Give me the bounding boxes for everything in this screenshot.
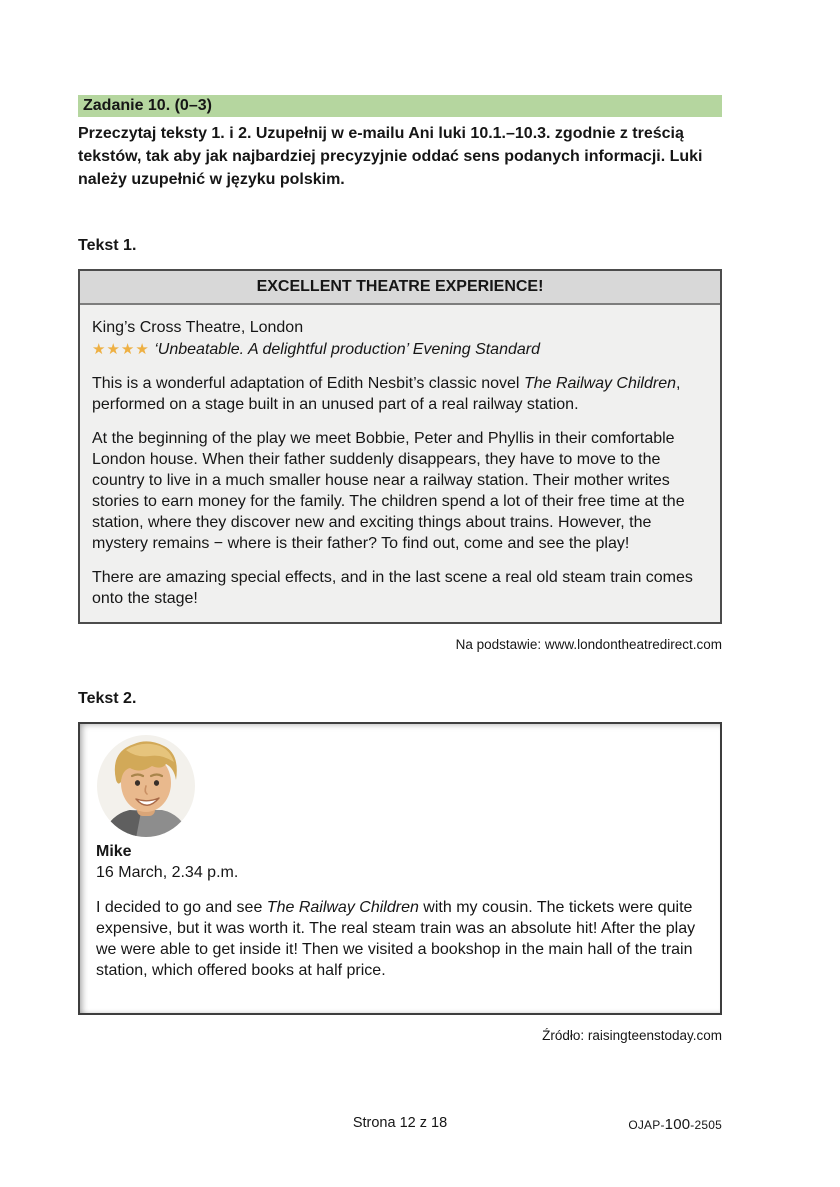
- text1-paragraph-1-title: The Railway Children: [523, 375, 676, 392]
- post-datetime: 16 March, 2.34 p.m.: [96, 864, 239, 881]
- text1-title: EXCELLENT THEATRE EXPERIENCE!: [80, 271, 720, 305]
- text2-paragraph-before: I decided to go and see: [96, 899, 267, 916]
- text2-attribution: Źródło: raisingteenstoday.com: [542, 1028, 722, 1043]
- text2-box: [78, 722, 722, 1015]
- text1-quote-line: [92, 339, 708, 360]
- page-footer: [78, 1115, 722, 1131]
- text1-quote: ‘Unbeatable. A delightful production’ Evening Standard: [154, 341, 540, 358]
- mike-avatar-photo: [96, 734, 196, 838]
- document-code-suffix: -2505: [690, 1118, 722, 1132]
- document-code-mid: 100: [664, 1116, 691, 1133]
- text1-attribution: Na podstawie: www.londontheatredirect.com: [455, 637, 722, 652]
- task-header: Zadanie 10. (0–3): [78, 95, 722, 117]
- text2-paragraph: [96, 897, 706, 981]
- text2-paragraph-after: with my cousin. The tickets were quite expensive, but it was worth it. The real steam train was an absolute hit! After the play we were able to get inside it! Then we visited a bookshop in the main hall of the train station, which offered books at half price.: [96, 899, 696, 979]
- text1-paragraph-1-before: This is a wonderful adaptation of Edith Nesbit’s classic novel: [92, 375, 524, 392]
- text2-label: Tekst 2.: [78, 690, 137, 707]
- text1-body: [80, 305, 720, 622]
- text1-box: [78, 269, 722, 624]
- page-content: [78, 0, 722, 1043]
- text1-paragraph-3: There are amazing special effects, and in the last scene a real old steam train comes onto the stage!: [92, 569, 693, 607]
- text1-paragraph-1: [92, 373, 708, 415]
- page-number: Strona 12 z 18: [352, 1115, 448, 1131]
- text1-venue: King’s Cross Theatre, London: [92, 319, 304, 336]
- task-instructions: Przeczytaj teksty 1. i 2. Uzupełnij w e-mailu Ani luki 10.1.–10.3. zgodnie z treścią tekstów, tak aby jak najbardziej precyzyjnie oddać sens podanych informacji. Luki należy uzupełnić w języku polskim.: [78, 125, 703, 188]
- post-author: Mike: [96, 843, 132, 860]
- text1-label: Tekst 1.: [78, 237, 137, 254]
- star-rating-icon: ★★★★: [92, 341, 150, 358]
- text1-paragraph-1-after: , performed on a stage built in an unused part of a real railway station.: [92, 375, 681, 413]
- document-code-prefix: OJAP-: [628, 1118, 665, 1132]
- text1-paragraph-2: At the beginning of the play we meet Bobbie, Peter and Phyllis in their comfortable London house. When their father suddenly disappears, they have to move to the country to live in a much smaller house near a railway station. Their mother writes stories to earn money for the family. The children spend a lot of their free time at the station, where they discover new and exciting things about trains. However, the mystery remains − where is their father? To find out, come and see the play!: [92, 430, 685, 552]
- document-code: [628, 1116, 722, 1133]
- text2-paragraph-title: The Railway Children: [266, 899, 419, 916]
